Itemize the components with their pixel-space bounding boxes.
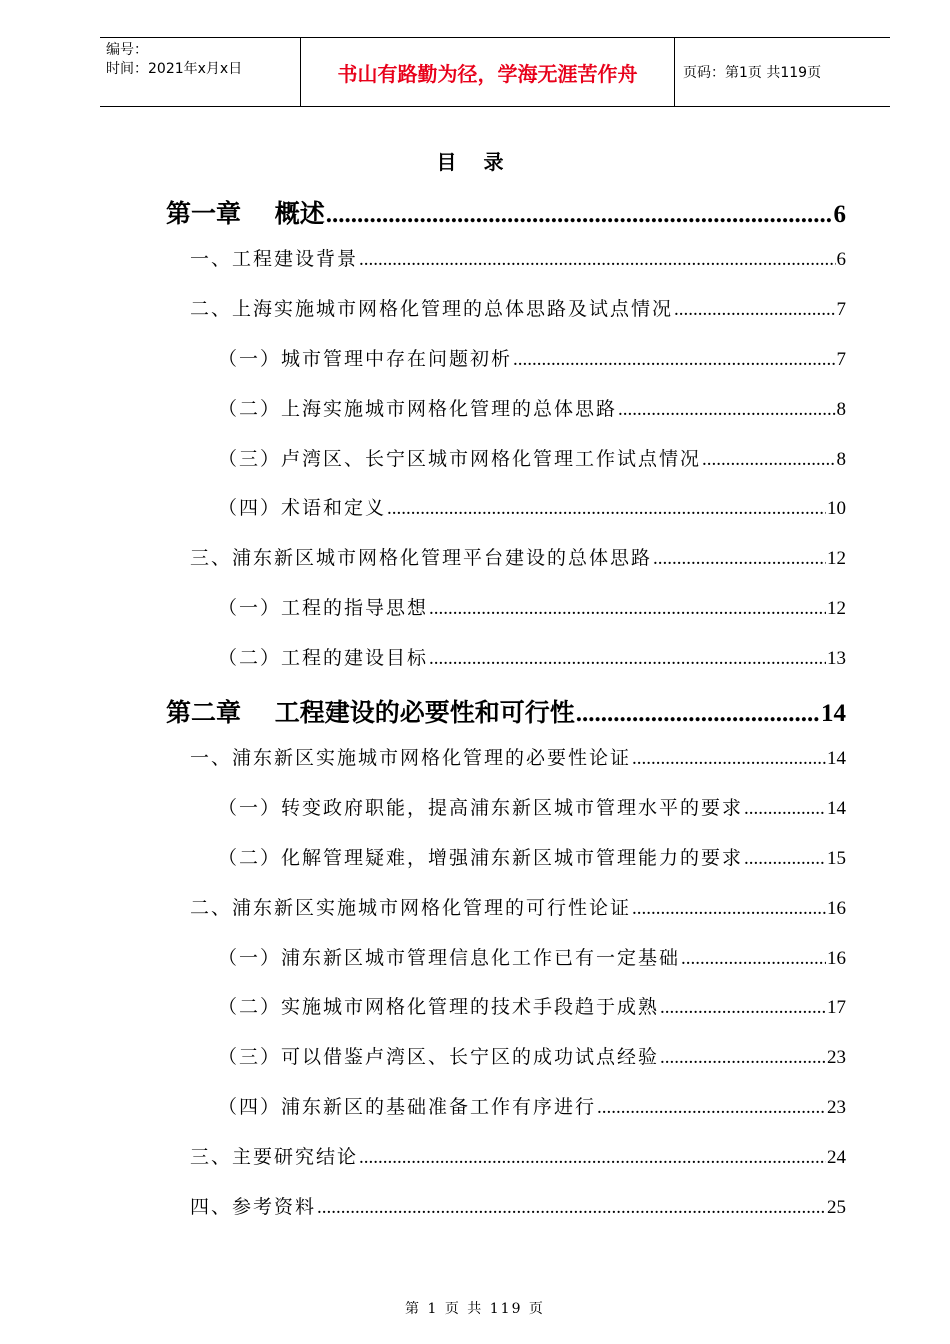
- header-meta: [100, 38, 301, 106]
- toc-page-number: 12: [827, 548, 846, 570]
- toc-dot-leader: [387, 498, 826, 520]
- toc-entry[interactable]: [218, 593, 846, 620]
- toc-dot-leader: [359, 249, 835, 271]
- toc-page-number: 17: [827, 997, 846, 1019]
- toc-page-number: 6: [833, 201, 846, 228]
- toc-entry-title: 一、工程建设背景: [190, 247, 359, 270]
- page-header: [100, 37, 890, 107]
- toc-page-number: 7: [836, 348, 846, 370]
- toc-page-number: 13: [827, 648, 846, 670]
- toc-page-number: 25: [827, 1197, 846, 1218]
- toc-page-number: 23: [827, 1047, 846, 1069]
- toc-entry-title: （二）上海实施城市网格化管理的总体思路: [218, 397, 618, 420]
- toc-entry-title: （四）术语和定义: [218, 497, 387, 520]
- header-motto: 书山有路勤为径，学海无涯苦作舟: [301, 38, 675, 106]
- toc-dot-leader: [702, 449, 835, 471]
- toc-entry[interactable]: [218, 1042, 846, 1069]
- header-page-info: 页码：第1页 共119页: [683, 65, 822, 81]
- toc-page-number: 8: [836, 398, 846, 420]
- toc-entry[interactable]: [190, 893, 846, 920]
- toc-page-number: 23: [827, 1097, 846, 1119]
- toc-entry[interactable]: [218, 843, 846, 870]
- toc-title: 目 录: [436, 150, 514, 174]
- toc-entry-title: （二）实施城市网格化管理的技术手段趋于成熟: [218, 996, 660, 1019]
- toc-dot-leader: [429, 598, 826, 620]
- toc-entry-title: 三、浦东新区城市网格化管理平台建设的总体思路: [190, 547, 653, 570]
- toc-entry[interactable]: [218, 992, 846, 1019]
- toc-entry[interactable]: [190, 743, 846, 770]
- toc-entry[interactable]: [218, 643, 846, 670]
- toc-dot-leader: [660, 1047, 826, 1069]
- toc-entry-title: （一）城市管理中存在问题初析: [218, 347, 513, 370]
- toc-dot-leader: [597, 1097, 826, 1119]
- toc-dot-leader: [632, 748, 826, 770]
- toc-chapter[interactable]: [166, 693, 846, 729]
- toc-dot-leader: [359, 1147, 826, 1169]
- toc-entry-title: 四、参考资料: [190, 1196, 317, 1218]
- page-footer: 第 1 页 共 119 页: [405, 1301, 545, 1317]
- toc-page-number: 16: [827, 947, 846, 969]
- toc-entry[interactable]: [218, 793, 846, 820]
- toc-page-number: 8: [836, 448, 846, 470]
- toc-entry[interactable]: [190, 244, 846, 271]
- toc-entry-title: （一）转变政府职能，提高浦东新区城市管理水平的要求: [218, 796, 744, 819]
- toc-dot-leader: [674, 299, 835, 321]
- toc-entry-title: 二、浦东新区实施城市网格化管理的可行性论证: [190, 896, 632, 919]
- toc-entry[interactable]: [218, 943, 846, 970]
- toc-dot-leader: [326, 201, 833, 229]
- toc-entry[interactable]: [218, 394, 846, 421]
- toc-entry-title: （二）化解管理疑难，增强浦东新区城市管理能力的要求: [218, 846, 744, 869]
- toc-entry-title: （三）卢湾区、长宁区城市网格化管理工作试点情况: [218, 447, 702, 470]
- toc-dot-leader: [576, 700, 820, 728]
- toc-entry[interactable]: [218, 444, 846, 471]
- toc-page-number: 6: [836, 248, 846, 270]
- time-label: 时间：2021年x月x日: [106, 61, 243, 77]
- toc-page-number: 24: [827, 1147, 846, 1169]
- toc-entry[interactable]: [190, 294, 846, 321]
- toc-dot-leader: [653, 548, 826, 570]
- toc-dot-leader: [618, 399, 835, 421]
- toc-dot-leader: [317, 1197, 826, 1219]
- toc-entry-title: 一、浦东新区实施城市网格化管理的必要性论证: [190, 746, 632, 769]
- toc-entry-title: （一）浦东新区城市管理信息化工作已有一定基础: [218, 946, 681, 969]
- toc-dot-leader: [660, 997, 826, 1019]
- toc-entry[interactable]: [218, 344, 846, 371]
- number-label: 编号：: [106, 42, 148, 58]
- toc-entry[interactable]: [190, 543, 846, 570]
- toc-dot-leader: [744, 798, 826, 820]
- toc-entry-title: （一）工程的指导思想: [218, 597, 429, 620]
- toc-page-number: 10: [827, 498, 846, 520]
- toc-entry[interactable]: [218, 493, 846, 520]
- toc-entry-title: （四）浦东新区的基础准备工作有序进行: [218, 1096, 597, 1119]
- toc-entry-title: 二、上海实施城市网格化管理的总体思路及试点情况: [190, 297, 674, 320]
- toc-entry-title: 第一章 概述: [166, 199, 325, 228]
- toc-entry-title: （二）工程的建设目标: [218, 647, 429, 670]
- toc-entry[interactable]: [218, 1092, 846, 1119]
- toc-entry[interactable]: [190, 1142, 846, 1169]
- toc-entry[interactable]: [190, 1192, 846, 1219]
- toc-page-number: 14: [821, 700, 846, 727]
- toc-entry-title: 第二章 工程建设的必要性和可行性: [166, 698, 575, 727]
- toc-dot-leader: [681, 948, 826, 970]
- toc-chapter[interactable]: [166, 194, 846, 230]
- toc-dot-leader: [744, 848, 826, 870]
- toc-page-number: 7: [836, 298, 846, 320]
- toc-dot-leader: [429, 648, 826, 670]
- toc-entry-title: 三、主要研究结论: [190, 1146, 359, 1169]
- toc-page-number: 14: [827, 797, 846, 819]
- toc-page-number: 16: [827, 897, 846, 919]
- toc-dot-leader: [513, 349, 835, 371]
- toc-page-number: 12: [827, 598, 846, 620]
- toc-page-number: 15: [827, 847, 846, 869]
- toc-entry-title: （三）可以借鉴卢湾区、长宁区的成功试点经验: [218, 1046, 660, 1069]
- toc-page-number: 14: [827, 747, 846, 769]
- toc-dot-leader: [632, 898, 826, 920]
